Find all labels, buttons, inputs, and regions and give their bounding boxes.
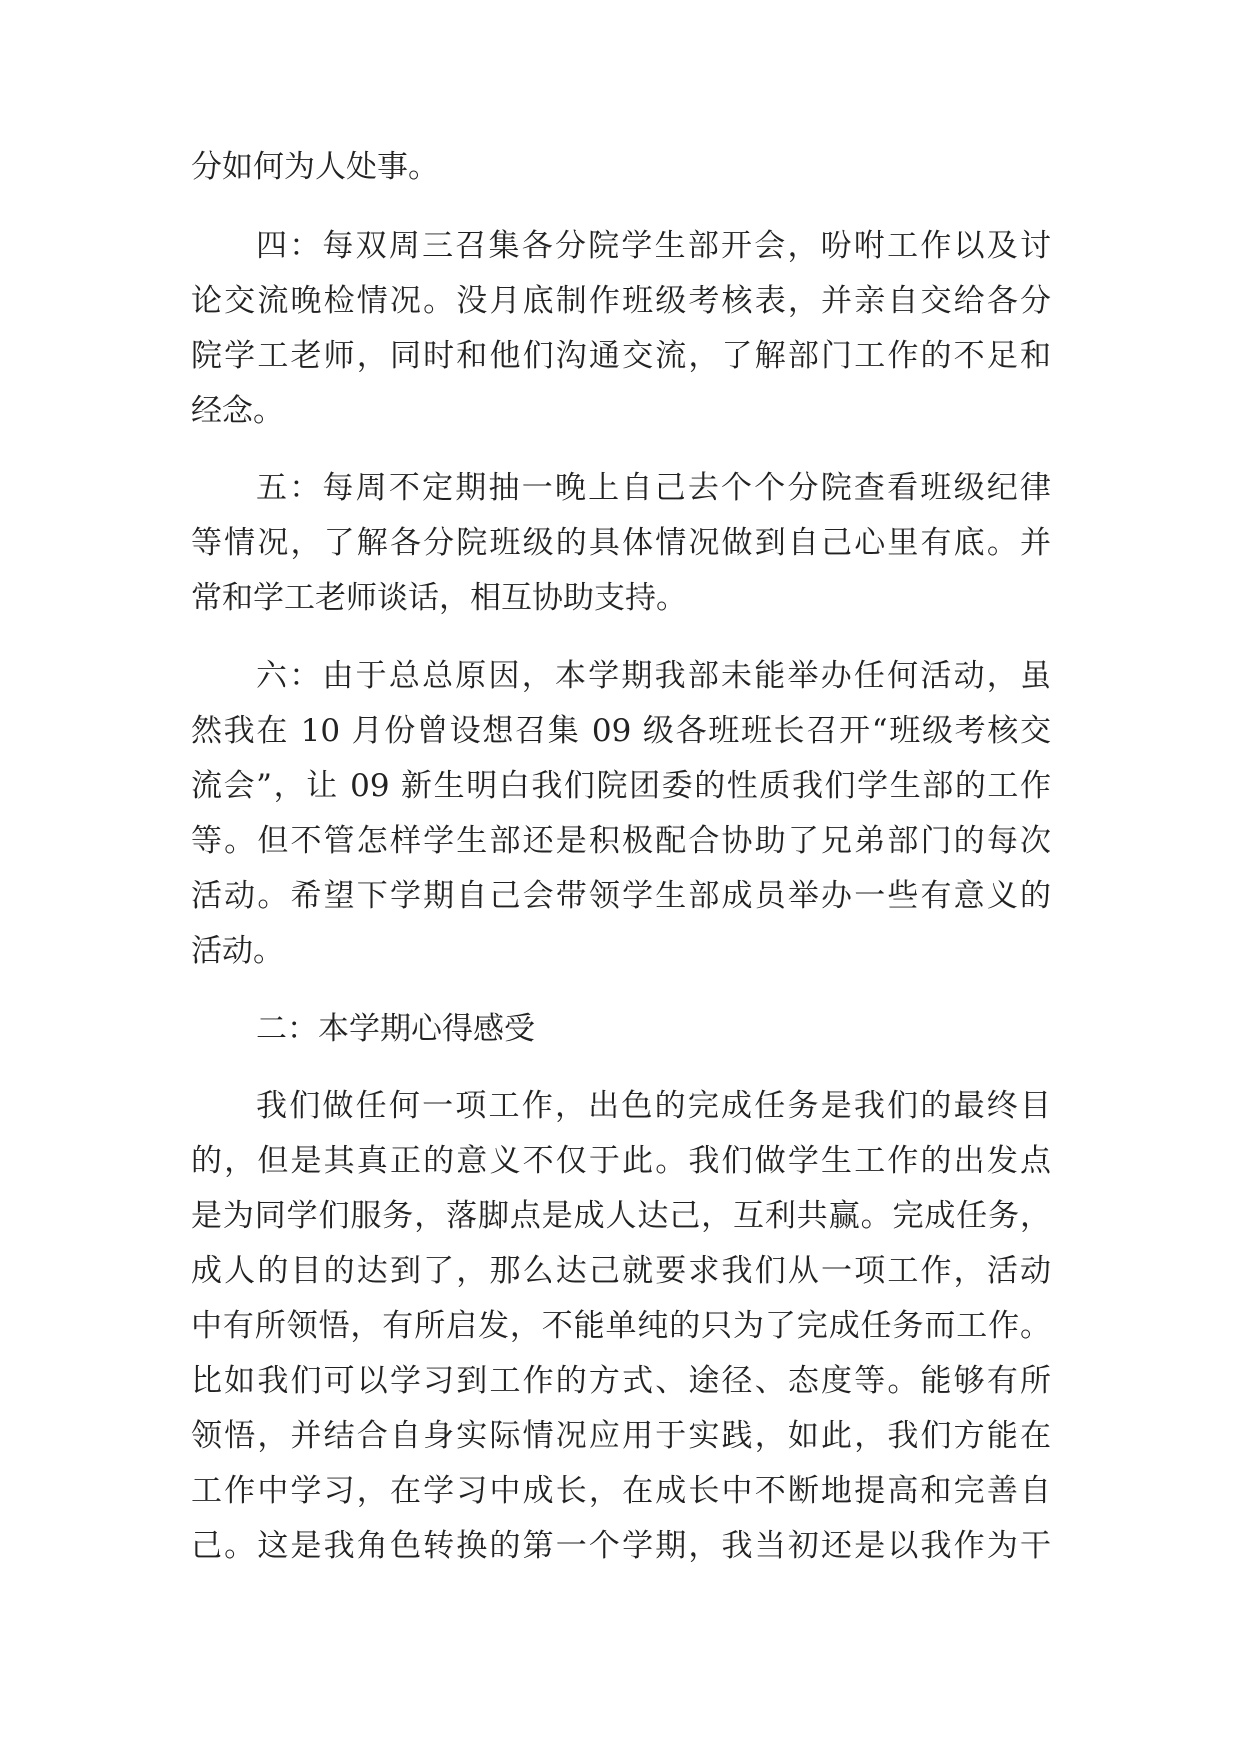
- text-line: 论交流晚检情况。没月底制作班级考核表，并亲自交给各分: [191, 283, 1051, 319]
- text-line: 成人的目的达到了，那么达己就要求我们从一项工作，活动: [191, 1253, 1051, 1289]
- text-line: 我们做任何一项工作，出色的完成任务是我们的最终目: [256, 1088, 1051, 1124]
- text-line: 五：每周不定期抽一晚上自己去个个分院查看班级纪律: [256, 470, 1051, 506]
- text-line: 中有所领悟，有所启发，不能单纯的只为了完成任务而工作。: [191, 1308, 1051, 1344]
- text-line: 活动。: [191, 933, 284, 969]
- text-line: 比如我们可以学习到工作的方式、途径、态度等。能够有所: [191, 1363, 1051, 1399]
- text-line: 等。但不管怎样学生部还是积极配合协助了兄弟部门的每次: [191, 823, 1051, 859]
- text-line: 经念。: [191, 393, 284, 429]
- text-line: 等情况，了解各分院班级的具体情况做到自己心里有底。并: [191, 525, 1051, 561]
- text-line: 然我在 10 月份曾设想召集 09 级各班班长召开“班级考核交: [191, 713, 1051, 749]
- text-line: 是为同学们服务，落脚点是成人达己，互利共赢。完成任务，: [191, 1198, 1051, 1234]
- text-line: 活动。希望下学期自己会带领学生部成员举办一些有意义的: [191, 878, 1051, 914]
- text-line: 常和学工老师谈话，相互协助支持。: [191, 580, 687, 616]
- text-line: 的，但是其真正的意义不仅于此。我们做学生工作的出发点: [191, 1143, 1051, 1179]
- text-line: 己。这是我角色转换的第一个学期，我当初还是以我作为干: [191, 1528, 1051, 1564]
- text-line: 四：每双周三召集各分院学生部开会，吩咐工作以及讨: [256, 228, 1051, 264]
- text-line: 领悟，并结合自身实际情况应用于实践，如此，我们方能在: [191, 1418, 1051, 1454]
- text-line: 流会”，让 09 新生明白我们院团委的性质我们学生部的工作: [191, 768, 1051, 804]
- section-heading: 二：本学期心得感受: [256, 1011, 535, 1047]
- text-line: 院学工老师，同时和他们沟通交流，了解部门工作的不足和: [191, 338, 1051, 374]
- text-line: 六：由于总总原因，本学期我部未能举办任何活动，虽: [256, 658, 1051, 694]
- text-line: 分如何为人处事。: [191, 149, 439, 185]
- text-line: 工作中学习，在学习中成长，在成长中不断地提高和完善自: [191, 1473, 1051, 1509]
